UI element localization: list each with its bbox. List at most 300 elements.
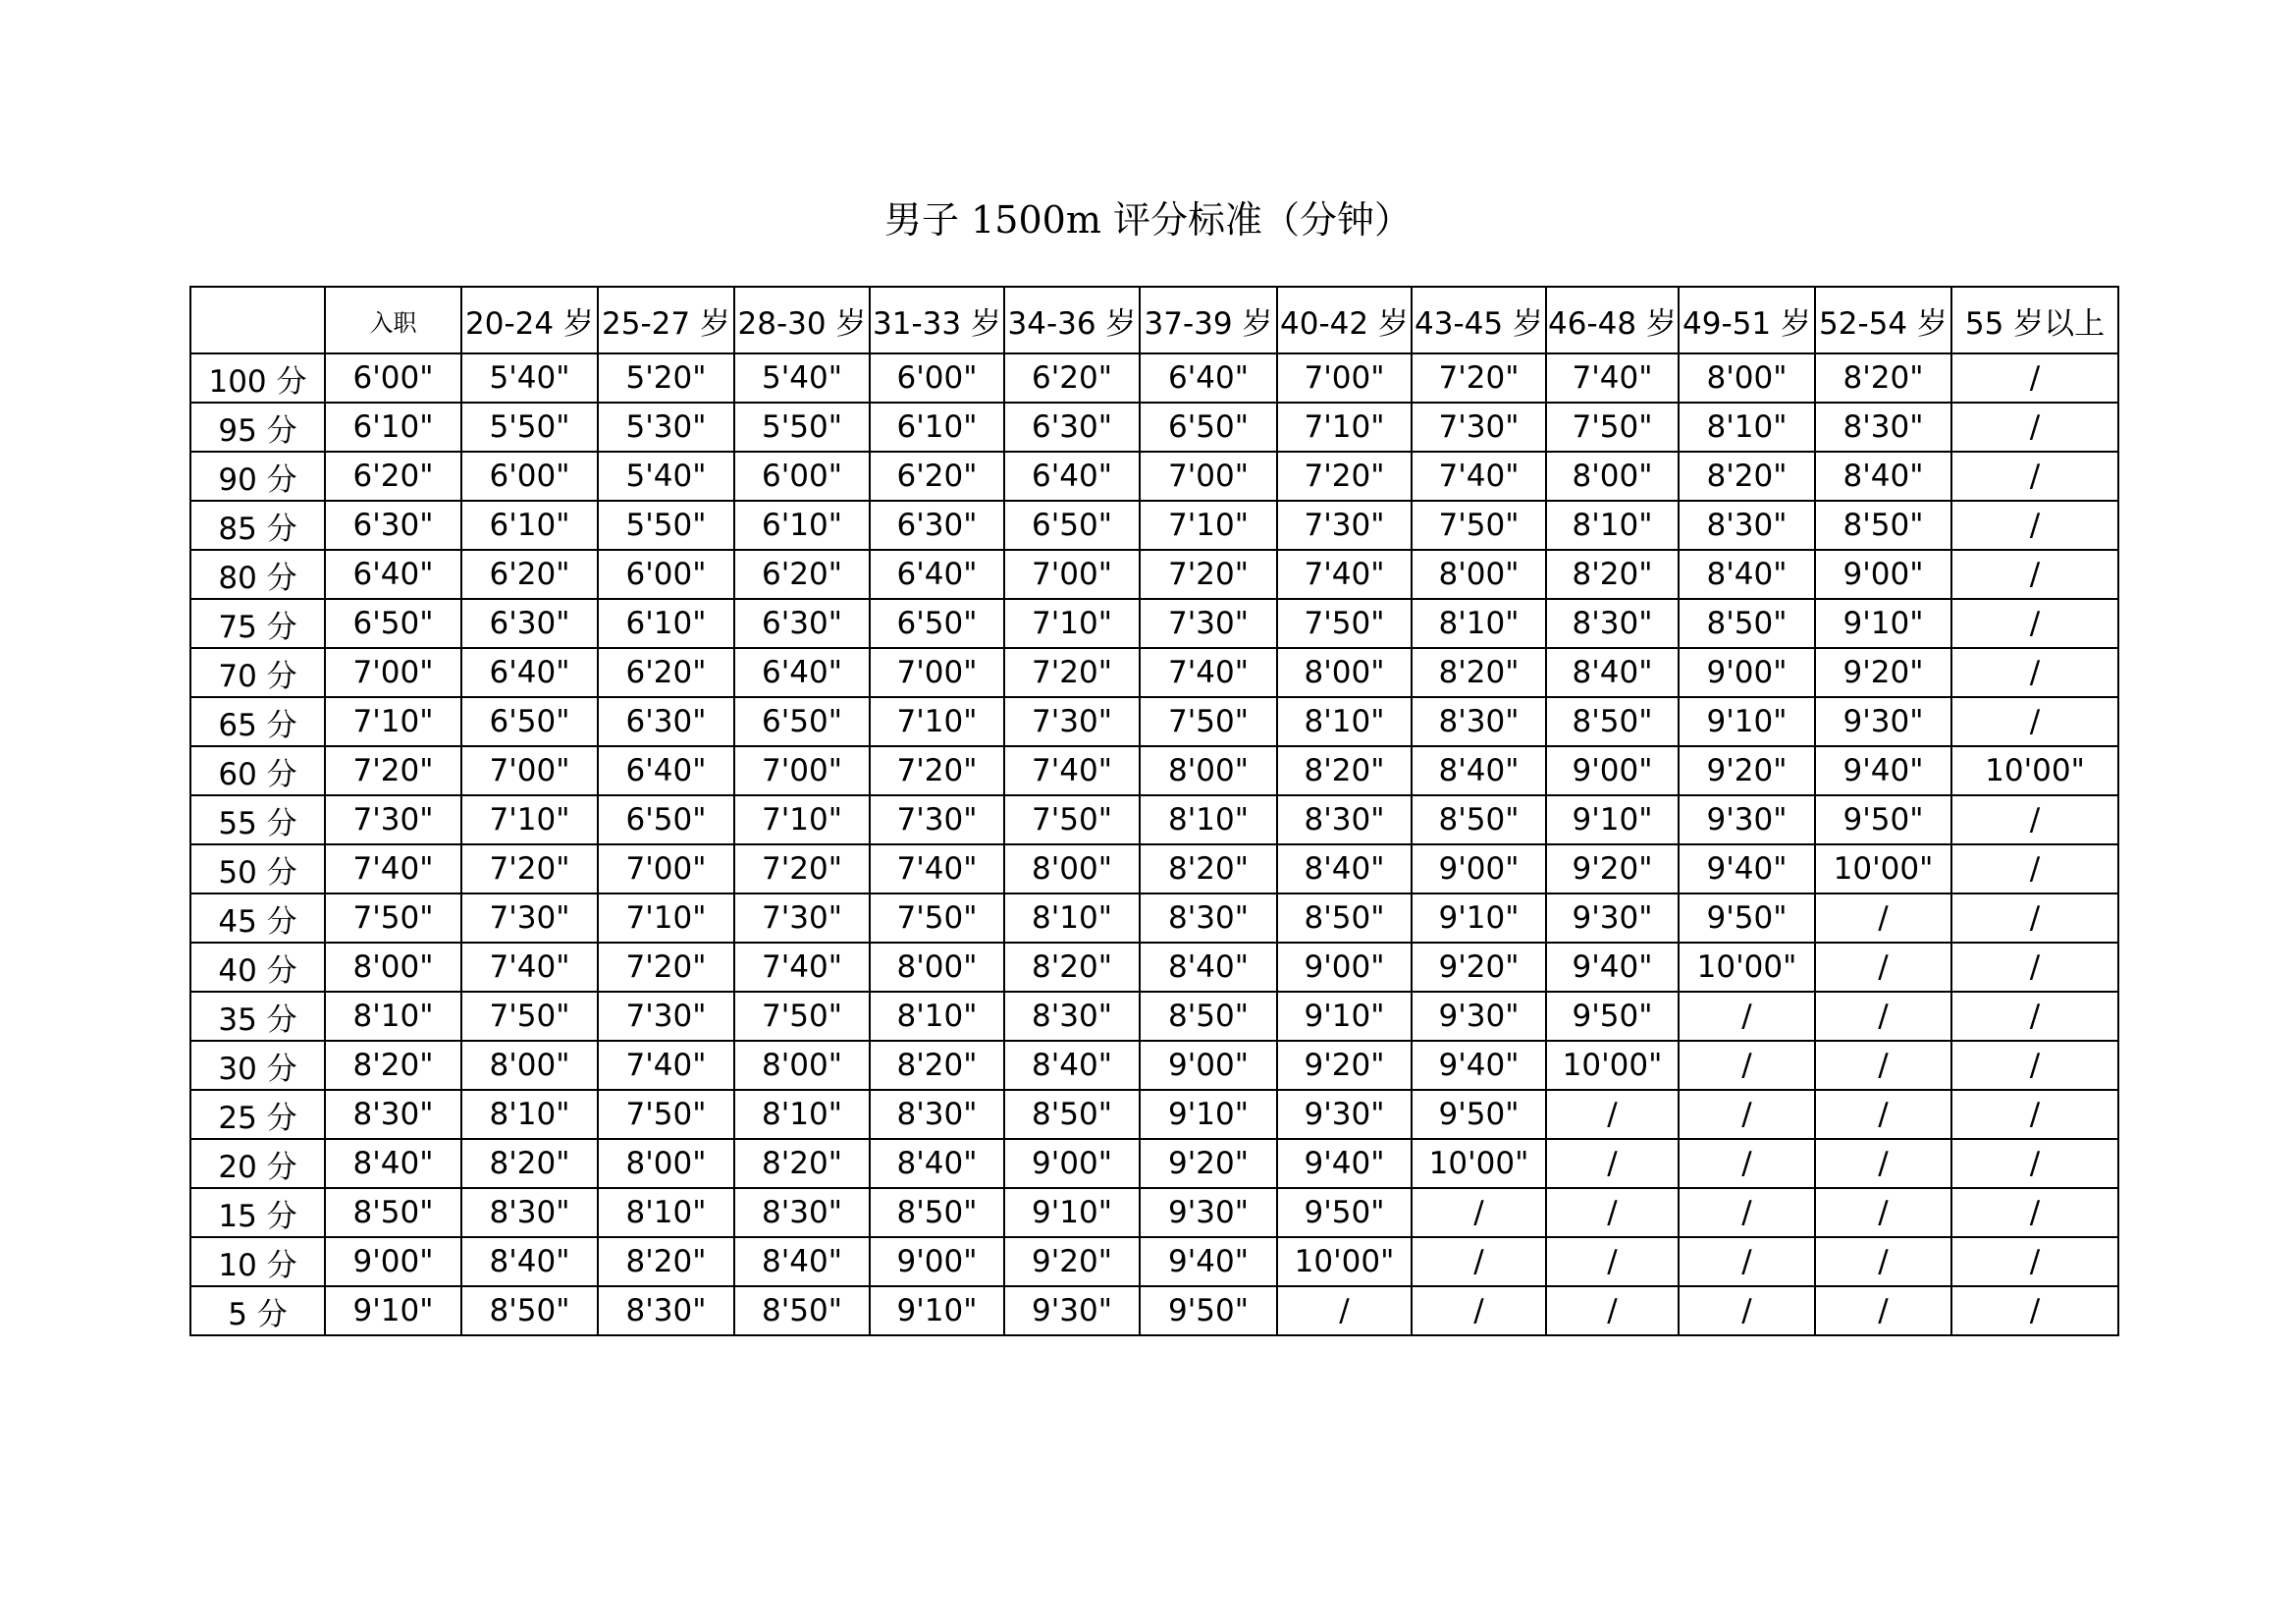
score-label: 45 分 xyxy=(190,893,325,943)
time-cell: 9'00" xyxy=(1679,648,1815,697)
time-cell: 9'40" xyxy=(1546,943,1679,992)
time-cell: / xyxy=(1815,1237,1951,1286)
time-cell: 7'40" xyxy=(1412,452,1546,501)
table-row xyxy=(190,697,2118,746)
time-cell: 6'50" xyxy=(870,599,1004,648)
score-label: 40 分 xyxy=(190,943,325,992)
table-row xyxy=(190,648,2118,697)
score-label: 5 分 xyxy=(190,1286,325,1335)
time-cell: 5'50" xyxy=(598,501,734,550)
time-cell: 7'10" xyxy=(734,795,870,844)
time-cell: 7'50" xyxy=(870,893,1004,943)
time-cell: / xyxy=(1815,1090,1951,1139)
time-cell: 7'40" xyxy=(461,943,598,992)
time-cell: / xyxy=(1546,1237,1679,1286)
time-cell: / xyxy=(1815,1041,1951,1090)
time-cell: 8'40" xyxy=(325,1139,461,1188)
time-cell: 8'00" xyxy=(325,943,461,992)
time-cell: 9'40" xyxy=(1412,1041,1546,1090)
time-cell: 8'50" xyxy=(1679,599,1815,648)
time-cell: / xyxy=(1546,1286,1679,1335)
time-cell: 5'30" xyxy=(598,403,734,452)
time-cell: 8'50" xyxy=(1815,501,1951,550)
time-cell: 9'30" xyxy=(1004,1286,1140,1335)
time-cell: 9'50" xyxy=(1412,1090,1546,1139)
time-cell: 8'30" xyxy=(1004,992,1140,1041)
score-label: 85 分 xyxy=(190,501,325,550)
time-cell: 9'10" xyxy=(1004,1188,1140,1237)
table-row xyxy=(190,1286,2118,1335)
time-cell: 7'50" xyxy=(1140,697,1277,746)
time-cell: 6'50" xyxy=(1004,501,1140,550)
time-cell: 6'50" xyxy=(1140,403,1277,452)
time-cell: 7'30" xyxy=(1277,501,1412,550)
corner-cell xyxy=(190,287,325,353)
time-cell: 7'00" xyxy=(461,746,598,795)
time-cell: 7'20" xyxy=(1412,353,1546,403)
time-cell: 8'20" xyxy=(461,1139,598,1188)
header-row xyxy=(190,287,2118,353)
time-cell: 6'20" xyxy=(461,550,598,599)
time-cell: 7'00" xyxy=(598,844,734,893)
table-row xyxy=(190,795,2118,844)
time-cell: 9'20" xyxy=(1277,1041,1412,1090)
score-label: 100 分 xyxy=(190,353,325,403)
time-cell: 6'30" xyxy=(325,501,461,550)
time-cell: 9'30" xyxy=(1140,1188,1277,1237)
time-cell: 7'50" xyxy=(1277,599,1412,648)
time-cell: 7'00" xyxy=(734,746,870,795)
score-label: 15 分 xyxy=(190,1188,325,1237)
table-row xyxy=(190,1139,2118,1188)
time-cell: / xyxy=(1951,501,2118,550)
time-cell: 6'30" xyxy=(734,599,870,648)
time-cell: / xyxy=(1951,452,2118,501)
time-cell: 8'30" xyxy=(1679,501,1815,550)
time-cell: 7'40" xyxy=(325,844,461,893)
time-cell: 9'40" xyxy=(1679,844,1815,893)
time-cell: / xyxy=(1679,1286,1815,1335)
time-cell: 8'40" xyxy=(1546,648,1679,697)
time-cell: 6'10" xyxy=(598,599,734,648)
time-cell: 8'50" xyxy=(1277,893,1412,943)
time-cell: 8'40" xyxy=(1412,746,1546,795)
time-cell: 8'40" xyxy=(870,1139,1004,1188)
time-cell: 9'00" xyxy=(325,1237,461,1286)
time-cell: 7'00" xyxy=(1140,452,1277,501)
time-cell: 6'30" xyxy=(1004,403,1140,452)
table-row xyxy=(190,550,2118,599)
table-row xyxy=(190,501,2118,550)
time-cell: 8'00" xyxy=(1546,452,1679,501)
time-cell: 8'30" xyxy=(1140,893,1277,943)
time-cell: / xyxy=(1815,1188,1951,1237)
time-cell: 8'10" xyxy=(1004,893,1140,943)
time-cell: 9'10" xyxy=(1412,893,1546,943)
time-cell: 7'30" xyxy=(734,893,870,943)
time-cell: 8'00" xyxy=(1412,550,1546,599)
table-row xyxy=(190,943,2118,992)
time-cell: 8'20" xyxy=(325,1041,461,1090)
time-cell: 7'10" xyxy=(598,893,734,943)
time-cell: 7'40" xyxy=(1140,648,1277,697)
time-cell: / xyxy=(1951,1041,2118,1090)
table-row xyxy=(190,746,2118,795)
time-cell: 8'30" xyxy=(1815,403,1951,452)
time-cell: / xyxy=(1951,992,2118,1041)
time-cell: 7'10" xyxy=(1277,403,1412,452)
time-cell: 8'00" xyxy=(1277,648,1412,697)
time-cell: 6'40" xyxy=(325,550,461,599)
time-cell: 9'30" xyxy=(1277,1090,1412,1139)
time-cell: / xyxy=(1679,1139,1815,1188)
time-cell: 9'00" xyxy=(1546,746,1679,795)
time-cell: 6'10" xyxy=(870,403,1004,452)
time-cell: 8'40" xyxy=(734,1237,870,1286)
time-cell: 5'40" xyxy=(734,353,870,403)
column-header: 49-51 岁 xyxy=(1679,287,1815,353)
time-cell: 6'30" xyxy=(598,697,734,746)
score-label: 55 分 xyxy=(190,795,325,844)
table-row xyxy=(190,599,2118,648)
time-cell: 7'20" xyxy=(1140,550,1277,599)
time-cell: 6'00" xyxy=(325,353,461,403)
time-cell: 7'40" xyxy=(1546,353,1679,403)
time-cell: / xyxy=(1815,1286,1951,1335)
time-cell: 7'10" xyxy=(1004,599,1140,648)
time-cell: / xyxy=(1951,403,2118,452)
time-cell: 8'10" xyxy=(870,992,1004,1041)
time-cell: 9'20" xyxy=(1815,648,1951,697)
time-cell: 8'30" xyxy=(461,1188,598,1237)
time-cell: 9'30" xyxy=(1679,795,1815,844)
time-cell: 7'00" xyxy=(1277,353,1412,403)
time-cell: 6'40" xyxy=(870,550,1004,599)
column-header: 25-27 岁 xyxy=(598,287,734,353)
page-title: 男子 1500m 评分标准（分钟） xyxy=(884,198,1412,242)
time-cell: / xyxy=(1679,992,1815,1041)
time-cell: 8'50" xyxy=(1004,1090,1140,1139)
time-cell: / xyxy=(1412,1188,1546,1237)
time-cell: / xyxy=(1951,648,2118,697)
time-cell: 6'00" xyxy=(461,452,598,501)
time-cell: 7'30" xyxy=(870,795,1004,844)
time-cell: 8'50" xyxy=(1140,992,1277,1041)
time-cell: / xyxy=(1951,1090,2118,1139)
time-cell: 8'20" xyxy=(598,1237,734,1286)
time-cell: 8'30" xyxy=(598,1286,734,1335)
table-row xyxy=(190,992,2118,1041)
time-cell: 6'50" xyxy=(325,599,461,648)
time-cell: 9'00" xyxy=(1277,943,1412,992)
time-cell: 6'50" xyxy=(461,697,598,746)
time-cell: 7'40" xyxy=(598,1041,734,1090)
time-cell: 6'10" xyxy=(734,501,870,550)
time-cell: 8'10" xyxy=(1277,697,1412,746)
time-cell: / xyxy=(1412,1286,1546,1335)
time-cell: 8'10" xyxy=(1546,501,1679,550)
time-cell: 5'40" xyxy=(461,353,598,403)
table-row xyxy=(190,844,2118,893)
time-cell: 7'00" xyxy=(325,648,461,697)
time-cell: 8'00" xyxy=(1004,844,1140,893)
time-cell: 8'10" xyxy=(1140,795,1277,844)
time-cell: 9'50" xyxy=(1140,1286,1277,1335)
column-header: 31-33 岁 xyxy=(870,287,1004,353)
table-row xyxy=(190,1237,2118,1286)
time-cell: 7'50" xyxy=(734,992,870,1041)
time-cell: 8'30" xyxy=(1277,795,1412,844)
time-cell: / xyxy=(1412,1237,1546,1286)
score-label: 10 分 xyxy=(190,1237,325,1286)
time-cell: / xyxy=(1951,1286,2118,1335)
score-label: 70 分 xyxy=(190,648,325,697)
time-cell: 9'00" xyxy=(1815,550,1951,599)
time-cell: 9'50" xyxy=(1546,992,1679,1041)
time-cell: / xyxy=(1951,697,2118,746)
time-cell: 7'40" xyxy=(1004,746,1140,795)
time-cell: 8'10" xyxy=(734,1090,870,1139)
time-cell: 7'00" xyxy=(1004,550,1140,599)
time-cell: 7'20" xyxy=(1004,648,1140,697)
time-cell: / xyxy=(1951,1237,2118,1286)
time-cell: 8'30" xyxy=(1412,697,1546,746)
score-label: 60 分 xyxy=(190,746,325,795)
time-cell: 6'20" xyxy=(1004,353,1140,403)
time-cell: 7'30" xyxy=(1140,599,1277,648)
score-label: 30 分 xyxy=(190,1041,325,1090)
time-cell: 6'40" xyxy=(734,648,870,697)
time-cell: 9'40" xyxy=(1277,1139,1412,1188)
time-cell: 9'10" xyxy=(1679,697,1815,746)
table-row xyxy=(190,1041,2118,1090)
time-cell: 5'40" xyxy=(598,452,734,501)
time-cell: 5'20" xyxy=(598,353,734,403)
time-cell: 10'00" xyxy=(1277,1237,1412,1286)
time-cell: 8'20" xyxy=(1546,550,1679,599)
column-header: 28-30 岁 xyxy=(734,287,870,353)
time-cell: / xyxy=(1951,1139,2118,1188)
time-cell: 8'00" xyxy=(734,1041,870,1090)
time-cell: 9'00" xyxy=(1004,1139,1140,1188)
score-label: 75 分 xyxy=(190,599,325,648)
time-cell: 8'30" xyxy=(870,1090,1004,1139)
time-cell: 9'10" xyxy=(1815,599,1951,648)
time-cell: / xyxy=(1951,353,2118,403)
time-cell: / xyxy=(1951,893,2118,943)
time-cell: / xyxy=(1679,1090,1815,1139)
time-cell: 7'20" xyxy=(325,746,461,795)
time-cell: 9'00" xyxy=(1412,844,1546,893)
time-cell: 8'50" xyxy=(734,1286,870,1335)
time-cell: 9'10" xyxy=(870,1286,1004,1335)
time-cell: 9'50" xyxy=(1277,1188,1412,1237)
time-cell: 7'40" xyxy=(734,943,870,992)
time-cell: 10'00" xyxy=(1679,943,1815,992)
time-cell: 9'00" xyxy=(1140,1041,1277,1090)
table-row xyxy=(190,452,2118,501)
time-cell: / xyxy=(1679,1041,1815,1090)
column-header: 46-48 岁 xyxy=(1546,287,1679,353)
time-cell: 6'40" xyxy=(1004,452,1140,501)
time-cell: 7'50" xyxy=(1412,501,1546,550)
time-cell: 6'00" xyxy=(734,452,870,501)
time-cell: 6'20" xyxy=(325,452,461,501)
time-cell: / xyxy=(1951,550,2118,599)
table-body xyxy=(190,353,2118,1335)
table-row xyxy=(190,353,2118,403)
time-cell: 8'50" xyxy=(325,1188,461,1237)
time-cell: 6'50" xyxy=(734,697,870,746)
column-header: 入职 xyxy=(325,287,461,353)
time-cell: 8'40" xyxy=(1140,943,1277,992)
column-header: 37-39 岁 xyxy=(1140,287,1277,353)
time-cell: 9'10" xyxy=(325,1286,461,1335)
time-cell: 9'10" xyxy=(1546,795,1679,844)
column-header: 20-24 岁 xyxy=(461,287,598,353)
time-cell: 8'20" xyxy=(1679,452,1815,501)
score-label: 90 分 xyxy=(190,452,325,501)
time-cell: 8'00" xyxy=(461,1041,598,1090)
time-cell: / xyxy=(1679,1188,1815,1237)
time-cell: 7'10" xyxy=(325,697,461,746)
time-cell: 8'40" xyxy=(1004,1041,1140,1090)
time-cell: 9'20" xyxy=(1004,1237,1140,1286)
time-cell: 10'00" xyxy=(1815,844,1951,893)
time-cell: 8'20" xyxy=(1277,746,1412,795)
time-cell: 6'30" xyxy=(461,599,598,648)
time-cell: 7'10" xyxy=(1140,501,1277,550)
time-cell: 7'40" xyxy=(1277,550,1412,599)
time-cell: / xyxy=(1951,844,2118,893)
time-cell: 5'50" xyxy=(734,403,870,452)
time-cell: / xyxy=(1546,1139,1679,1188)
column-header: 34-36 岁 xyxy=(1004,287,1140,353)
score-label: 20 分 xyxy=(190,1139,325,1188)
time-cell: 6'00" xyxy=(598,550,734,599)
time-cell: 6'00" xyxy=(870,353,1004,403)
time-cell: / xyxy=(1951,795,2118,844)
time-cell: 6'10" xyxy=(461,501,598,550)
time-cell: 10'00" xyxy=(1951,746,2118,795)
time-cell: 8'20" xyxy=(1140,844,1277,893)
time-cell: 7'20" xyxy=(598,943,734,992)
time-cell: 8'00" xyxy=(870,943,1004,992)
time-cell: 8'00" xyxy=(598,1139,734,1188)
time-cell: 8'30" xyxy=(325,1090,461,1139)
score-label: 65 分 xyxy=(190,697,325,746)
score-label: 25 分 xyxy=(190,1090,325,1139)
time-cell: 6'50" xyxy=(598,795,734,844)
time-cell: 10'00" xyxy=(1546,1041,1679,1090)
time-cell: 9'00" xyxy=(870,1237,1004,1286)
column-header: 55 岁以上 xyxy=(1951,287,2118,353)
time-cell: 6'40" xyxy=(598,746,734,795)
time-cell: 10'00" xyxy=(1412,1139,1546,1188)
time-cell: 8'00" xyxy=(1679,353,1815,403)
time-cell: / xyxy=(1815,943,1951,992)
time-cell: 9'40" xyxy=(1140,1237,1277,1286)
time-cell: 7'30" xyxy=(1412,403,1546,452)
time-cell: 7'30" xyxy=(325,795,461,844)
time-cell: 9'50" xyxy=(1815,795,1951,844)
time-cell: 6'40" xyxy=(1140,353,1277,403)
time-cell: / xyxy=(1679,1237,1815,1286)
time-cell: 9'20" xyxy=(1679,746,1815,795)
time-cell: 7'50" xyxy=(325,893,461,943)
score-label: 35 分 xyxy=(190,992,325,1041)
time-cell: 8'50" xyxy=(1412,795,1546,844)
time-cell: 7'50" xyxy=(461,992,598,1041)
time-cell: 9'50" xyxy=(1679,893,1815,943)
time-cell: 8'10" xyxy=(1679,403,1815,452)
time-cell: 5'50" xyxy=(461,403,598,452)
time-cell: 9'30" xyxy=(1412,992,1546,1041)
table-row xyxy=(190,403,2118,452)
time-cell: 8'20" xyxy=(1004,943,1140,992)
time-cell: 6'20" xyxy=(870,452,1004,501)
time-cell: 7'50" xyxy=(1546,403,1679,452)
time-cell: 7'50" xyxy=(598,1090,734,1139)
time-cell: 7'20" xyxy=(1277,452,1412,501)
table-header xyxy=(190,287,2118,353)
time-cell: 8'30" xyxy=(1546,599,1679,648)
time-cell: 8'10" xyxy=(461,1090,598,1139)
time-cell: 6'10" xyxy=(325,403,461,452)
time-cell: 8'40" xyxy=(461,1237,598,1286)
time-cell: 9'20" xyxy=(1546,844,1679,893)
time-cell: 6'40" xyxy=(461,648,598,697)
time-cell: 9'10" xyxy=(1277,992,1412,1041)
time-cell: 7'40" xyxy=(870,844,1004,893)
time-cell: 9'20" xyxy=(1412,943,1546,992)
time-cell: 7'20" xyxy=(734,844,870,893)
time-cell: 7'50" xyxy=(1004,795,1140,844)
score-label: 80 分 xyxy=(190,550,325,599)
column-header: 52-54 岁 xyxy=(1815,287,1951,353)
time-cell: 7'00" xyxy=(870,648,1004,697)
time-cell: 8'10" xyxy=(1412,599,1546,648)
time-cell: 8'40" xyxy=(1679,550,1815,599)
time-cell: 8'00" xyxy=(1140,746,1277,795)
time-cell: / xyxy=(1951,943,2118,992)
time-cell: 6'20" xyxy=(598,648,734,697)
time-cell: 7'30" xyxy=(461,893,598,943)
time-cell: 9'30" xyxy=(1815,697,1951,746)
time-cell: 8'40" xyxy=(1277,844,1412,893)
time-cell: 6'20" xyxy=(734,550,870,599)
time-cell: 8'50" xyxy=(461,1286,598,1335)
time-cell: 8'20" xyxy=(1815,353,1951,403)
time-cell: / xyxy=(1951,599,2118,648)
time-cell: / xyxy=(1951,1188,2118,1237)
time-cell: 7'20" xyxy=(461,844,598,893)
time-cell: 8'40" xyxy=(1815,452,1951,501)
time-cell: 8'10" xyxy=(598,1188,734,1237)
table-row xyxy=(190,1090,2118,1139)
column-header: 40-42 岁 xyxy=(1277,287,1412,353)
time-cell: 9'30" xyxy=(1546,893,1679,943)
time-cell: / xyxy=(1546,1090,1679,1139)
table-row xyxy=(190,893,2118,943)
time-cell: / xyxy=(1815,1139,1951,1188)
time-cell: / xyxy=(1277,1286,1412,1335)
time-cell: 7'20" xyxy=(870,746,1004,795)
time-cell: 8'30" xyxy=(734,1188,870,1237)
column-header: 43-45 岁 xyxy=(1412,287,1546,353)
score-table xyxy=(189,286,2119,1336)
time-cell: 9'20" xyxy=(1140,1139,1277,1188)
